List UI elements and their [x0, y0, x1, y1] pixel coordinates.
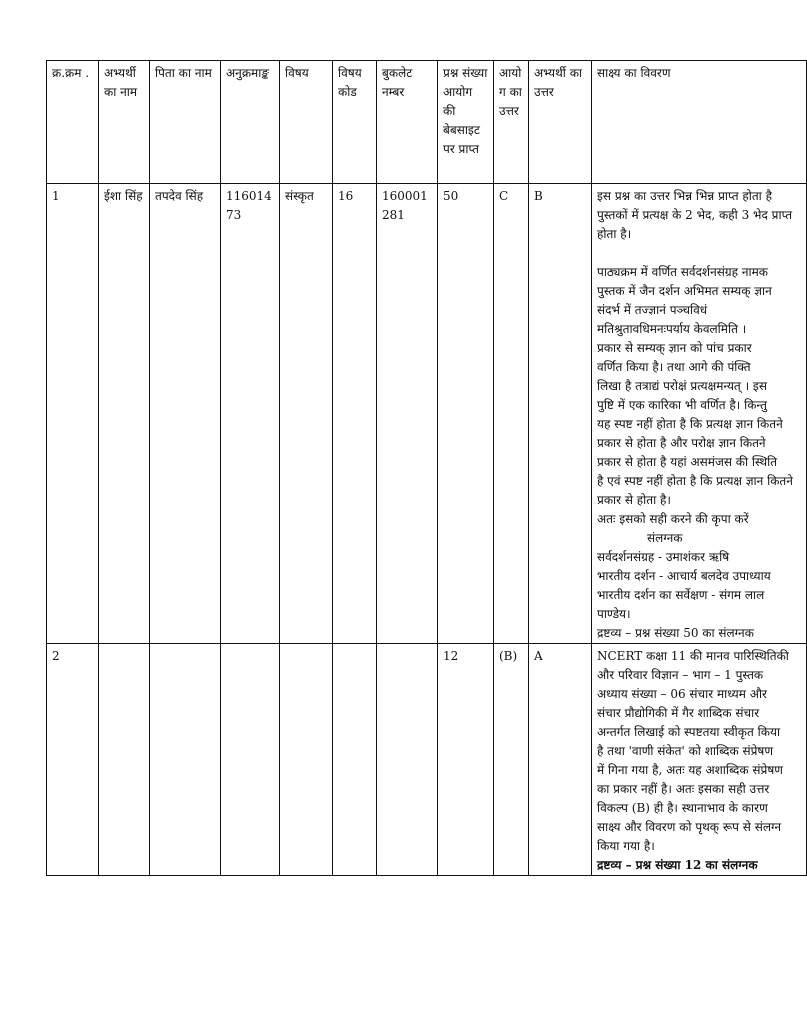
evidence-line: लिखा है तत्राद्यं परोक्षं प्रत्यक्षमन्यत् । इस: [597, 379, 767, 393]
header-father-name: पिता का नाम: [150, 61, 221, 184]
header-booklet-no: बुकलेट नम्बर: [377, 61, 438, 184]
header-commission-answer: आयोग का उत्तर: [494, 61, 529, 184]
evidence-line: प्रकार से होता है यहां असमंजस की स्थिति: [597, 455, 778, 469]
header-subject: विषय: [280, 61, 333, 184]
cell-candidate-answer: A: [529, 644, 592, 876]
evidence-line: इस प्रश्न का उत्तर भिन्न भिन्न प्राप्त होता है: [597, 189, 772, 203]
cell-commission-answer: (B): [494, 644, 529, 876]
evidence-line: पुस्तक में जैन दर्शन अभिमत सम्यक् ज्ञान: [597, 284, 772, 298]
cell-subject: [280, 644, 333, 876]
cell-booklet-no: 160001281: [377, 184, 438, 644]
evidence-line: मतिश्रुतावधिमनःपर्याय केवलमिति ।: [597, 322, 747, 336]
evidence-line: और परिवार विज्ञान – भाग – 1 पुस्तक: [597, 668, 764, 682]
evidence-line: पाठ्यक्रम में वर्णित सर्वदर्शनसंग्रह नामक: [597, 265, 768, 279]
evidence-line: भारतीय दर्शन का सर्वेक्षण - संगम लाल: [597, 588, 765, 602]
cell-candidate-name: [99, 644, 150, 876]
evidence-line: प्रकार से सम्यक् ज्ञान को पांच प्रकार: [597, 341, 752, 355]
evidence-line: है तथा 'वाणी संकेत' को शाब्दिक संप्रेषण: [597, 744, 774, 758]
evidence-line: द्रष्टव्य – प्रश्न संख्या 12 का संलग्नक: [597, 858, 758, 872]
cell-serial: 1: [47, 184, 99, 644]
table-row: [47, 184, 807, 644]
evidence-line: सर्वदर्शनसंग्रह - उमाशंकर ऋषि: [597, 550, 730, 564]
evidence-line: किया गया है।: [597, 839, 655, 853]
evidence-line: है एवं स्पष्ट नहीं होता है कि प्रत्यक्ष ज्ञान कितने: [597, 474, 793, 488]
evidence-line: भारतीय दर्शन - आचार्य बलदेव उपाध्याय: [597, 569, 771, 583]
evidence-line: संदर्भ में तज्ज्ञानं पञ्चविधं: [597, 303, 708, 317]
evidence-line: प्रकार से होता है और परोक्ष ज्ञान कितने: [597, 436, 766, 450]
cell-father-name: [150, 644, 221, 876]
cell-booklet-no: [377, 644, 438, 876]
cell-subject: संस्कृत: [280, 184, 333, 644]
evidence-text: [597, 647, 801, 875]
evidence-line: संलग्नक: [647, 531, 683, 545]
answer-objection-table: [46, 60, 807, 876]
header-candidate-name: अभ्यर्थी का नाम: [99, 61, 150, 184]
evidence-text: [597, 187, 801, 643]
evidence-line: यह स्पष्ट नहीं होता है कि प्रत्यक्ष ज्ञान कितने: [597, 417, 783, 431]
header-roll-no: अनुक्रमाङ्क: [221, 61, 280, 184]
evidence-line: में गिना गया है, अतः यह अशाब्दिक संप्रेषण: [597, 763, 783, 777]
cell-question-no: 50: [438, 184, 494, 644]
cell-question-no: 12: [438, 644, 494, 876]
header-serial: क्र.क्रम .: [47, 61, 99, 184]
evidence-line: पुस्तकों में प्रत्यक्ष के 2 भेद, कही 3 भेद प्राप्त: [597, 208, 793, 222]
evidence-line: पाण्डेय।: [597, 607, 631, 621]
cell-candidate-answer: B: [529, 184, 592, 644]
evidence-line: अध्याय संख्या – 06 संचार माध्यम और: [597, 687, 767, 701]
evidence-line: होता है।: [597, 227, 632, 241]
cell-roll-no: [221, 644, 280, 876]
table-header-row: [47, 61, 807, 184]
evidence-line: द्रष्टव्य – प्रश्न संख्या 50 का संलग्नक: [597, 626, 754, 640]
header-subject-code: विषय कोड: [333, 61, 377, 184]
evidence-line: NCERT कक्षा 11 की मानव पारिस्थितिकी: [597, 649, 789, 663]
evidence-line: संचार प्रौद्योगिकी में गैर शाब्दिक संचार: [597, 706, 760, 720]
evidence-line: अन्तर्गत लिखाई को स्पष्टतया स्वीकृत किया: [597, 725, 781, 739]
cell-candidate-name: ईशा सिंह: [99, 184, 150, 644]
cell-roll-no: 11601473: [221, 184, 280, 644]
evidence-line: का प्रकार नहीं है। अतः इसका सही उत्तर: [597, 782, 770, 796]
evidence-line: वर्णित किया है। तथा आगे की पंक्ति: [597, 360, 751, 374]
table-row: [47, 644, 807, 876]
cell-subject-code: 16: [333, 184, 377, 644]
evidence-line: प्रकार से होता है।: [597, 493, 671, 507]
evidence-line: पुष्टि में एक कारिका भी वर्णित है। किन्तु: [597, 398, 767, 412]
header-evidence: साक्ष्य का विवरण: [592, 61, 807, 184]
cell-serial: 2: [47, 644, 99, 876]
header-candidate-answer: अभ्यर्थी का उत्तर: [529, 61, 592, 184]
evidence-spacer: [597, 244, 801, 263]
evidence-line: साक्ष्य और विवरण को पृथक् रूप से संलग्न: [597, 820, 781, 834]
cell-father-name: तपदेव सिंह: [150, 184, 221, 644]
evidence-line: विकल्प (B) ही है। स्थानाभाव के कारण: [597, 801, 768, 815]
cell-evidence: [592, 644, 807, 876]
cell-subject-code: [333, 644, 377, 876]
cell-evidence: [592, 184, 807, 644]
cell-commission-answer: C: [494, 184, 529, 644]
header-question-no: प्रश्न संख्या आयोग की बेबसाइट पर प्राप्त: [438, 61, 494, 184]
evidence-line: अतः इसको सही करने की कृपा करें: [597, 512, 749, 526]
